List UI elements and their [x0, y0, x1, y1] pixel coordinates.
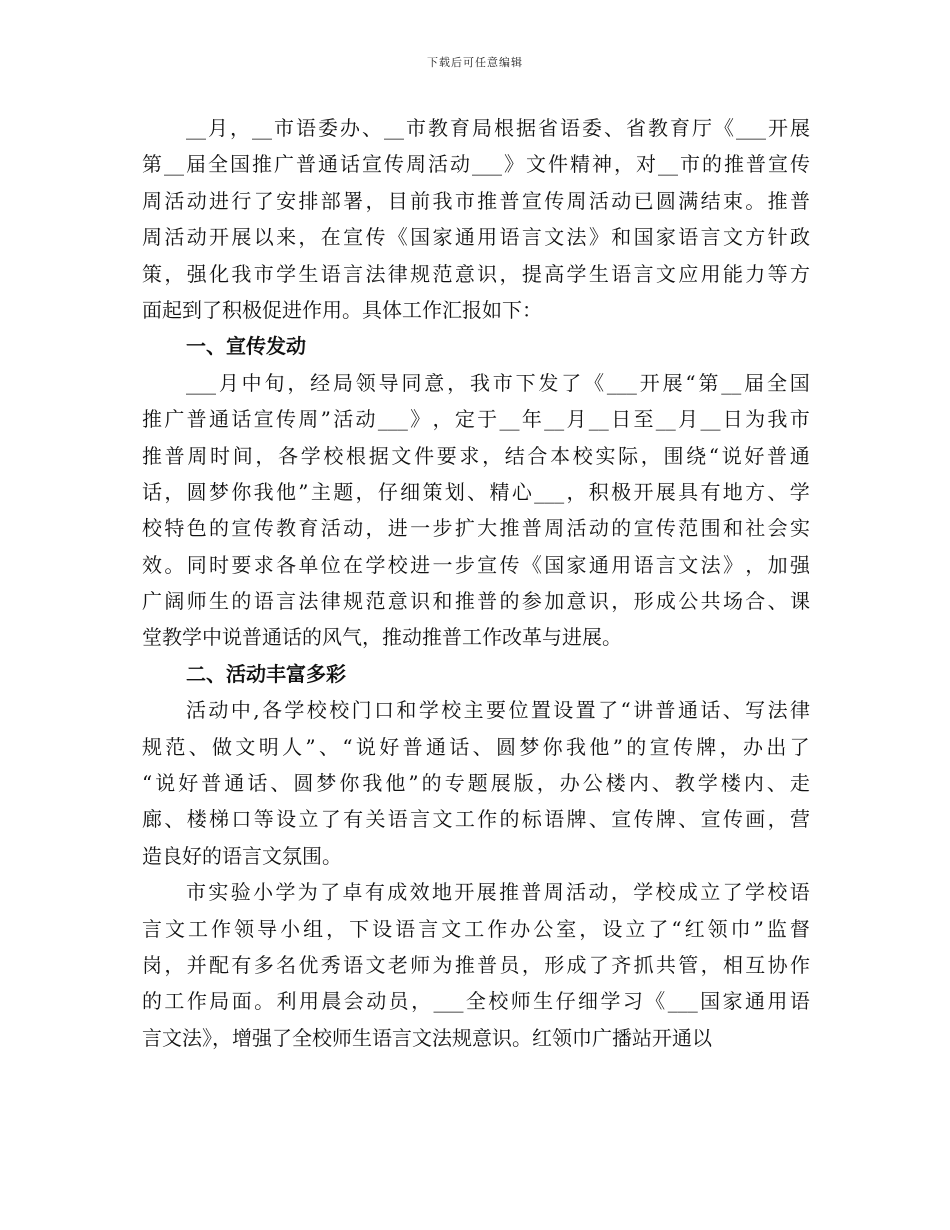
paragraph-line: __ 月 ， __ 市 语 委 办 、 __ 市 教 育 局 根 据 省 语 委 、 省 教 育 厅 《 ___ 开 展 [186, 116, 810, 140]
paragraph-line: 话 ， 圆 梦 你 我 他 ” 主 题 ， 仔 细 策 划 、 精 心 ___ ， 积 极 开 展 具 有 地 方 、 学 [142, 479, 810, 504]
paragraph-line: 的 工 作 局 面 。 利 用 晨 会 动 员 ， ___ 全 校 师 生 仔 细 学 习 《 ___ 国 家 通 用 语 [142, 989, 810, 1014]
paragraph-line: 效 。 同 时 要 求 各 单 位 在 学 校 进 一 步 宣 传 《 国 家 通 用 语 言 文 法 》 ， 加 强 [142, 552, 810, 577]
paragraph-line: 推 普 周 时 间 ， 各 学 校 根 据 文 件 要 求 ， 结 合 本 校 实 际 ， 围 绕 “ 说 好 普 通 [142, 443, 810, 468]
section-heading: 二、活动丰富多彩 [186, 661, 346, 686]
paragraph-line: 广 阔 师 生 的 语 言 法 律 规 范 意 识 和 推 普 的 参 加 意 识 ， 形 成 公 共 场 合 、 课 [142, 589, 810, 614]
paragraph-line: 市 实 验 小 学 为 了 卓 有 成 效 地 开 展 推 普 周 活 动 ， 学 校 成 立 了 学 校 语 [186, 880, 810, 905]
paragraph-line: ___ 月 中 旬 ， 经 局 领 导 同 意 ， 我 市 下 发 了 《 ___ 开 展 “ 第 __ 届 全 国 [186, 370, 810, 395]
paragraph-line: 校 特 色 的 宣 传 教 育 活 动 ， 进 一 步 扩 大 推 普 周 活 动 的 宣 传 范 围 和 社 会 实 [142, 516, 810, 541]
paragraph-line: “ 说 好 普 通 话 、 圆 梦 你 我 他 ” 的 专 题 展 版 ， 办 公 楼 内 、 教 学 楼 内 、 走 [142, 771, 810, 796]
paragraph-line: 廊 、 楼 梯 口 等 设 立 了 有 关 语 言 文 工 作 的 标 语 牌 、 宣 传 牌 、 宣 传 画 ， 营 [142, 807, 810, 832]
paragraph-line: 言 文 工 作 领 导 小 组 ， 下 设 语 言 文 工 作 办 公 室 ， 设 立 了 “ 红 领 巾 ” 监 督 [142, 916, 810, 941]
paragraph-line: 面起到了积极促进作用。具体工作汇报如下： [142, 297, 542, 322]
paragraph-line: 第 __ 届 全 国 推 广 普 通 话 宣 传 周 活 动 ___ 》 文 件 精 神 ， 对 __ 市 的 推 普 宣 传 [142, 152, 810, 177]
section-heading: 一、宣传发动 [186, 334, 306, 359]
paragraph-line: 周 活 动 开 展 以 来 ， 在 宣 传 《 国 家 通 用 语 言 文 法 》 和 国 家 语 言 文 方 针 政 [142, 225, 810, 250]
paragraph-line: 造良好的语言文氛围。 [142, 843, 342, 868]
paragraph-line: 活 动 中 , 各 学 校 校 门 口 和 学 校 主 要 位 置 设 置 了 “ 讲 普 通 话 、 写 法 律 [186, 698, 810, 723]
paragraph-line: 堂教学中说普通话的风气，推动推普工作改革与进展。 [142, 625, 622, 650]
paragraph-line: 言文法》，增强了全校师生语言文法规意识。红领巾广播站开通以 [142, 1025, 712, 1050]
document-body [142, 110, 810, 1056]
paragraph-line: 岗 ， 并 配 有 多 名 优 秀 语 文 老 师 为 推 普 员 ， 形 成 了 齐 抓 共 管 ， 相 互 协 作 [142, 952, 810, 977]
paragraph-line: 规 范 、 做 文 明 人 ” 、 “ 说 好 普 通 话 、 圆 梦 你 我 他 ” 的 宣 传 牌 ， 办 出 了 [142, 734, 810, 759]
page-header: 下载后可任意编辑 [427, 56, 523, 69]
paragraph-line: 策 ， 强 化 我 市 学 生 语 言 法 律 规 范 意 识 ， 提 高 学 生 语 言 文 应 用 能 力 等 方 [142, 261, 810, 286]
paragraph-line: 推 广 普 通 话 宣 传 周 ” 活 动 ___ 》 ， 定 于 __ 年 __ 月 __ 日 至 __ 月 __ 日 为 我 市 [142, 407, 810, 432]
paragraph-line: 周 活 动 进 行 了 安 排 部 署 ， 目 前 我 市 推 普 宣 传 周 活 动 已 圆 满 结 束 。 推 普 [142, 188, 810, 213]
